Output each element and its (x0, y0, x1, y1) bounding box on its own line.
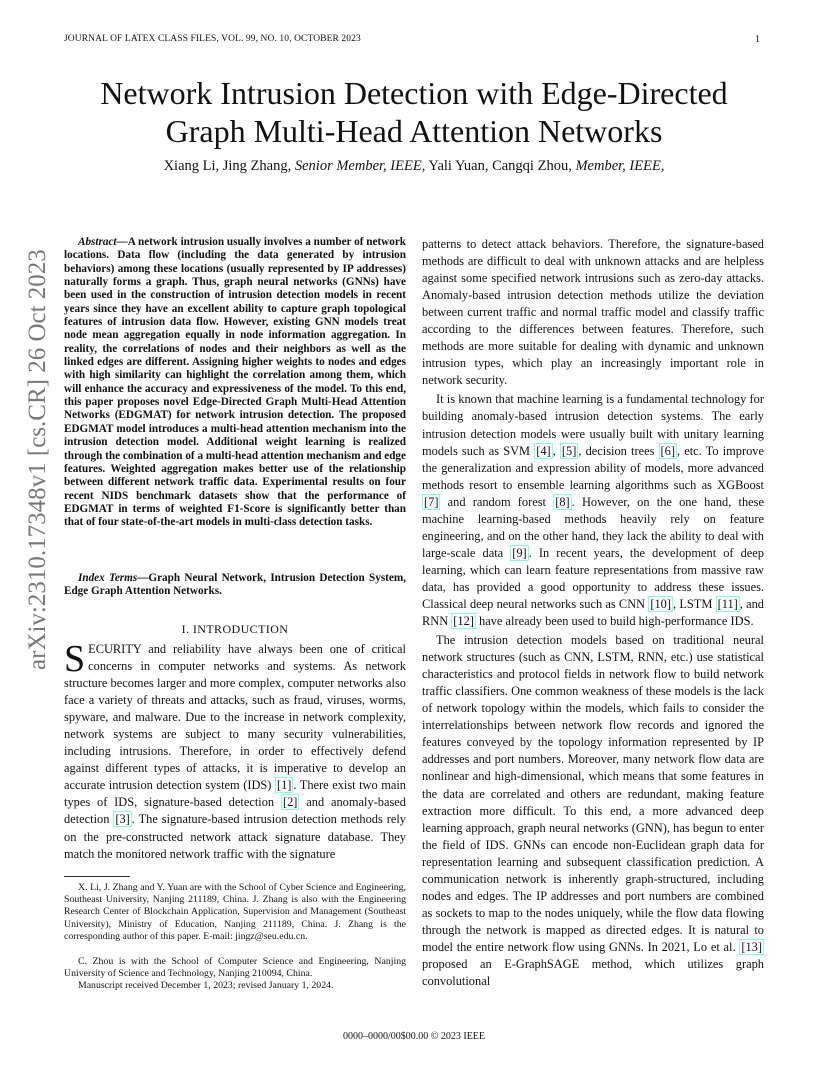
citation-link[interactable]: [11] (717, 596, 738, 611)
text: proposed an E-GraphSAGE method, which utilizes graph convolutional (422, 956, 764, 989)
text: . In recent years, the development of deep learning, which can learn feature representations from massive raw data, has provided a good opportunity to address these issues. Classical deep neural networks such as CNN (422, 545, 765, 611)
intro-text-d: . The signature-based intrusion detection methods rely on the pre-constructed network attack signature database. They match the monitored network traffic with the signature (64, 812, 406, 861)
index-terms-text: —Graph Neural Network, Intrusion Detection System, Edge Graph Attention Networks. (64, 572, 406, 598)
drop-cap: S (64, 638, 86, 680)
index-terms-label: Index Terms (78, 572, 138, 584)
abstract-text: —A network intrusion usually involves a number of network locations. Data flow (including the data generated by intrusion behaviors) among these locations (usually represented by IP addresses) naturally forms a graph. Thus, graph neural networks (GNNs) have been used in the construction of intrusion detection models in recent years since they have an excellent ability to capture graph topological features of intrusion data flow. However, existing GNN models treat node mean aggregation equally in node information aggregation. In reality, the correlations of nodes and their neighbors as well as the linked edges are different. Assigning higher weights to nodes and edges with high similarity can highlight the correlation among them, which will enhance the accuracy and expressiveness of the model. To this end, this paper proposes novel Edge-Directed Graph Multi-Head Attention Networks (EDGMAT) for network intrusion detection. The proposed EDGMAT model introduces a multi-head attention mechanism into the intrusion detection model. Additional weight learning is realized through the combination of a multi-head attention mechanism and edge features. Weighted aggregation makes better use of the relationship between different network traffic data. Experimental results on four recent NIDS benchmark datasets show that the performance of EDGMAT in terms of weighted F1-Score is significantly better than that of four state-of-the-art models in multi-class detection tasks. (64, 236, 407, 529)
text: and random forest (440, 494, 554, 509)
text: The intrusion detection models based on traditional neural network structures (such as CNN, LSTM, RNN, etc.) use statistical characteristics and protocol fields in network flow to build network traffic classifiers. One common weakness of these models is the lack of network topology within the models, which fails to consider the interrelationships between network flow records and ignored the features conveyed by the topology information represented by IP addresses and port numbers. Moreover, many network flow data are nonlinear and high-dimensional, which means that some features in the data are correlated and others are redundant, making feature extraction more difficult. To this end, a more advanced deep learning approach, graph neural networks (GNN), has begun to enter the field of IDS. GNNs can encode non-Euclidean graph data for representation learning and subsequent classification prediction. A communication network is inherently graph-structured, including nodes and edges. The IP addresses and port numbers are combined as sockets to map to the nodes uniquely, while the flow data flowing through the network is mapped as directed edges. It is natural to model the entire network flow using GNNs. In 2021, Lo et al. (422, 633, 764, 954)
section-heading: I. INTRODUCTION (181, 622, 289, 636)
running-header: JOURNAL OF LATEX CLASS FILES, VOL. 99, NO. 10, OCTOBER 2023 (64, 34, 361, 44)
text: have already been used to build high-performance IDS. (475, 614, 754, 629)
footnote-affiliation-2: C. Zhou is with the School of Computer Science and Engineering, Nanjing University of Science and Technology, Nanjing 210094, China. (64, 956, 406, 980)
authors-affil-2: Member, IEEE, (575, 158, 665, 174)
text: , and RNN (422, 596, 764, 629)
right-column (422, 236, 764, 990)
footnote-affiliation-1: X. Li, J. Zhang and Y. Yuan are with the School of Cyber Science and Engineering, Southeast University, Nanjing 211189, China. J. Zhang is also with the Engineering Research Center of Blockchain Application, Supervision and Management (Southeast University), Ministry of Education, Nanjing 211189, China. J. Zhang is the corresponding author of this paper. E-mail: jingz@seu.edu.cn. (64, 882, 406, 942)
page-number: 1 (755, 34, 760, 45)
text: , etc. To improve the generalization and expression ability of models, more advanced methods resort to ensemble learning algorithms such as XGBoost (422, 443, 764, 492)
abstract (64, 236, 406, 530)
citation-link[interactable]: [5] (561, 443, 577, 458)
intro-text-c: and anomaly-based detection (64, 795, 406, 827)
text: , (552, 443, 560, 458)
text: , decision trees (578, 443, 659, 458)
paper-title: Network Intrusion Detection with Edge-Directed Graph Multi-Head Attention Networks (100, 75, 728, 149)
citation-link[interactable]: [8] (555, 494, 570, 509)
intro-paragraph (64, 638, 406, 863)
intro-text-b: . There exist two main types of IDS, signature-based detection (64, 778, 406, 810)
authors-part-1: Xiang Li, Jing Zhang, (163, 158, 292, 174)
footnote-manuscript: Manuscript received December 1, 2023; revised January 1, 2024. (78, 980, 334, 991)
citation-link[interactable]: [7] (424, 494, 439, 509)
abstract-label: Abstract (78, 236, 117, 248)
paragraph (422, 632, 764, 990)
citation-link[interactable]: [13] (741, 939, 762, 954)
citation-link[interactable]: [6] (660, 443, 675, 458)
copyright-footer: 0000–0000/00$00.00 © 2023 IEEE (342, 1031, 486, 1042)
paragraph: patterns to detect attack behaviors. Therefore, the signature-based methods are difficult to deal with unknown attacks and are helpless against some specified network intrusions such as zero-day attacks. Anomaly-based intrusion detection methods utilize the deviation between current traffic and normal traffic model and classify traffic according to the differences between features. Therefore, such methods are more suitable for dealing with dynamic and unknown intrusion types, which play an increasingly important role in network security. (422, 237, 764, 388)
intro-text-a: ECURITY and reliability have always been one of critical concerns in computer networks and systems. As network structure becomes larger and more complex, computer networks also face a variety of threats and attacks, such as fraud, viruses, worms, spyware, and malware. Due to the increase in network complexity, network systems are subject to many security vulnerabilities, including intrusions. Therefore, in order to effectively defend against different types of attacks, it is imperative to develop an accurate intrusion detection system (IDS) (64, 642, 406, 793)
citation-link[interactable]: [4] (536, 443, 551, 458)
citation-link[interactable]: [1] (276, 778, 292, 793)
citation-link[interactable]: [9] (512, 545, 527, 560)
citation-link[interactable]: [3] (115, 812, 130, 827)
citation-link[interactable]: [10] (650, 596, 671, 611)
arxiv-stamp-text: arXiv:2310.17348v1 [cs.CR] 26 Oct 2023 (24, 249, 51, 670)
paragraph (422, 391, 764, 630)
text: It is known that machine learning is a fundamental technology for building anomaly-based intrusion detection systems. The early intrusion detection models were usually built with unitary learning models such as SVM (422, 392, 764, 458)
citation-link[interactable]: [12] (453, 614, 474, 629)
citation-link[interactable]: [2] (282, 795, 298, 810)
index-terms (64, 572, 406, 599)
arxiv-stamp (22, 249, 52, 670)
authors-affil-1: Senior Member, IEEE, (294, 158, 426, 174)
author-line (64, 158, 764, 175)
footnote-rule (64, 876, 130, 877)
text: . However, on the one hand, these machine learning-based methods heavily rely on feature engineering, and on the other hand, they lack the ability to deal with large-scale data (422, 494, 765, 560)
text: , LSTM (672, 596, 716, 611)
authors-part-2: Yali Yuan, Cangqi Zhou, (428, 158, 572, 174)
